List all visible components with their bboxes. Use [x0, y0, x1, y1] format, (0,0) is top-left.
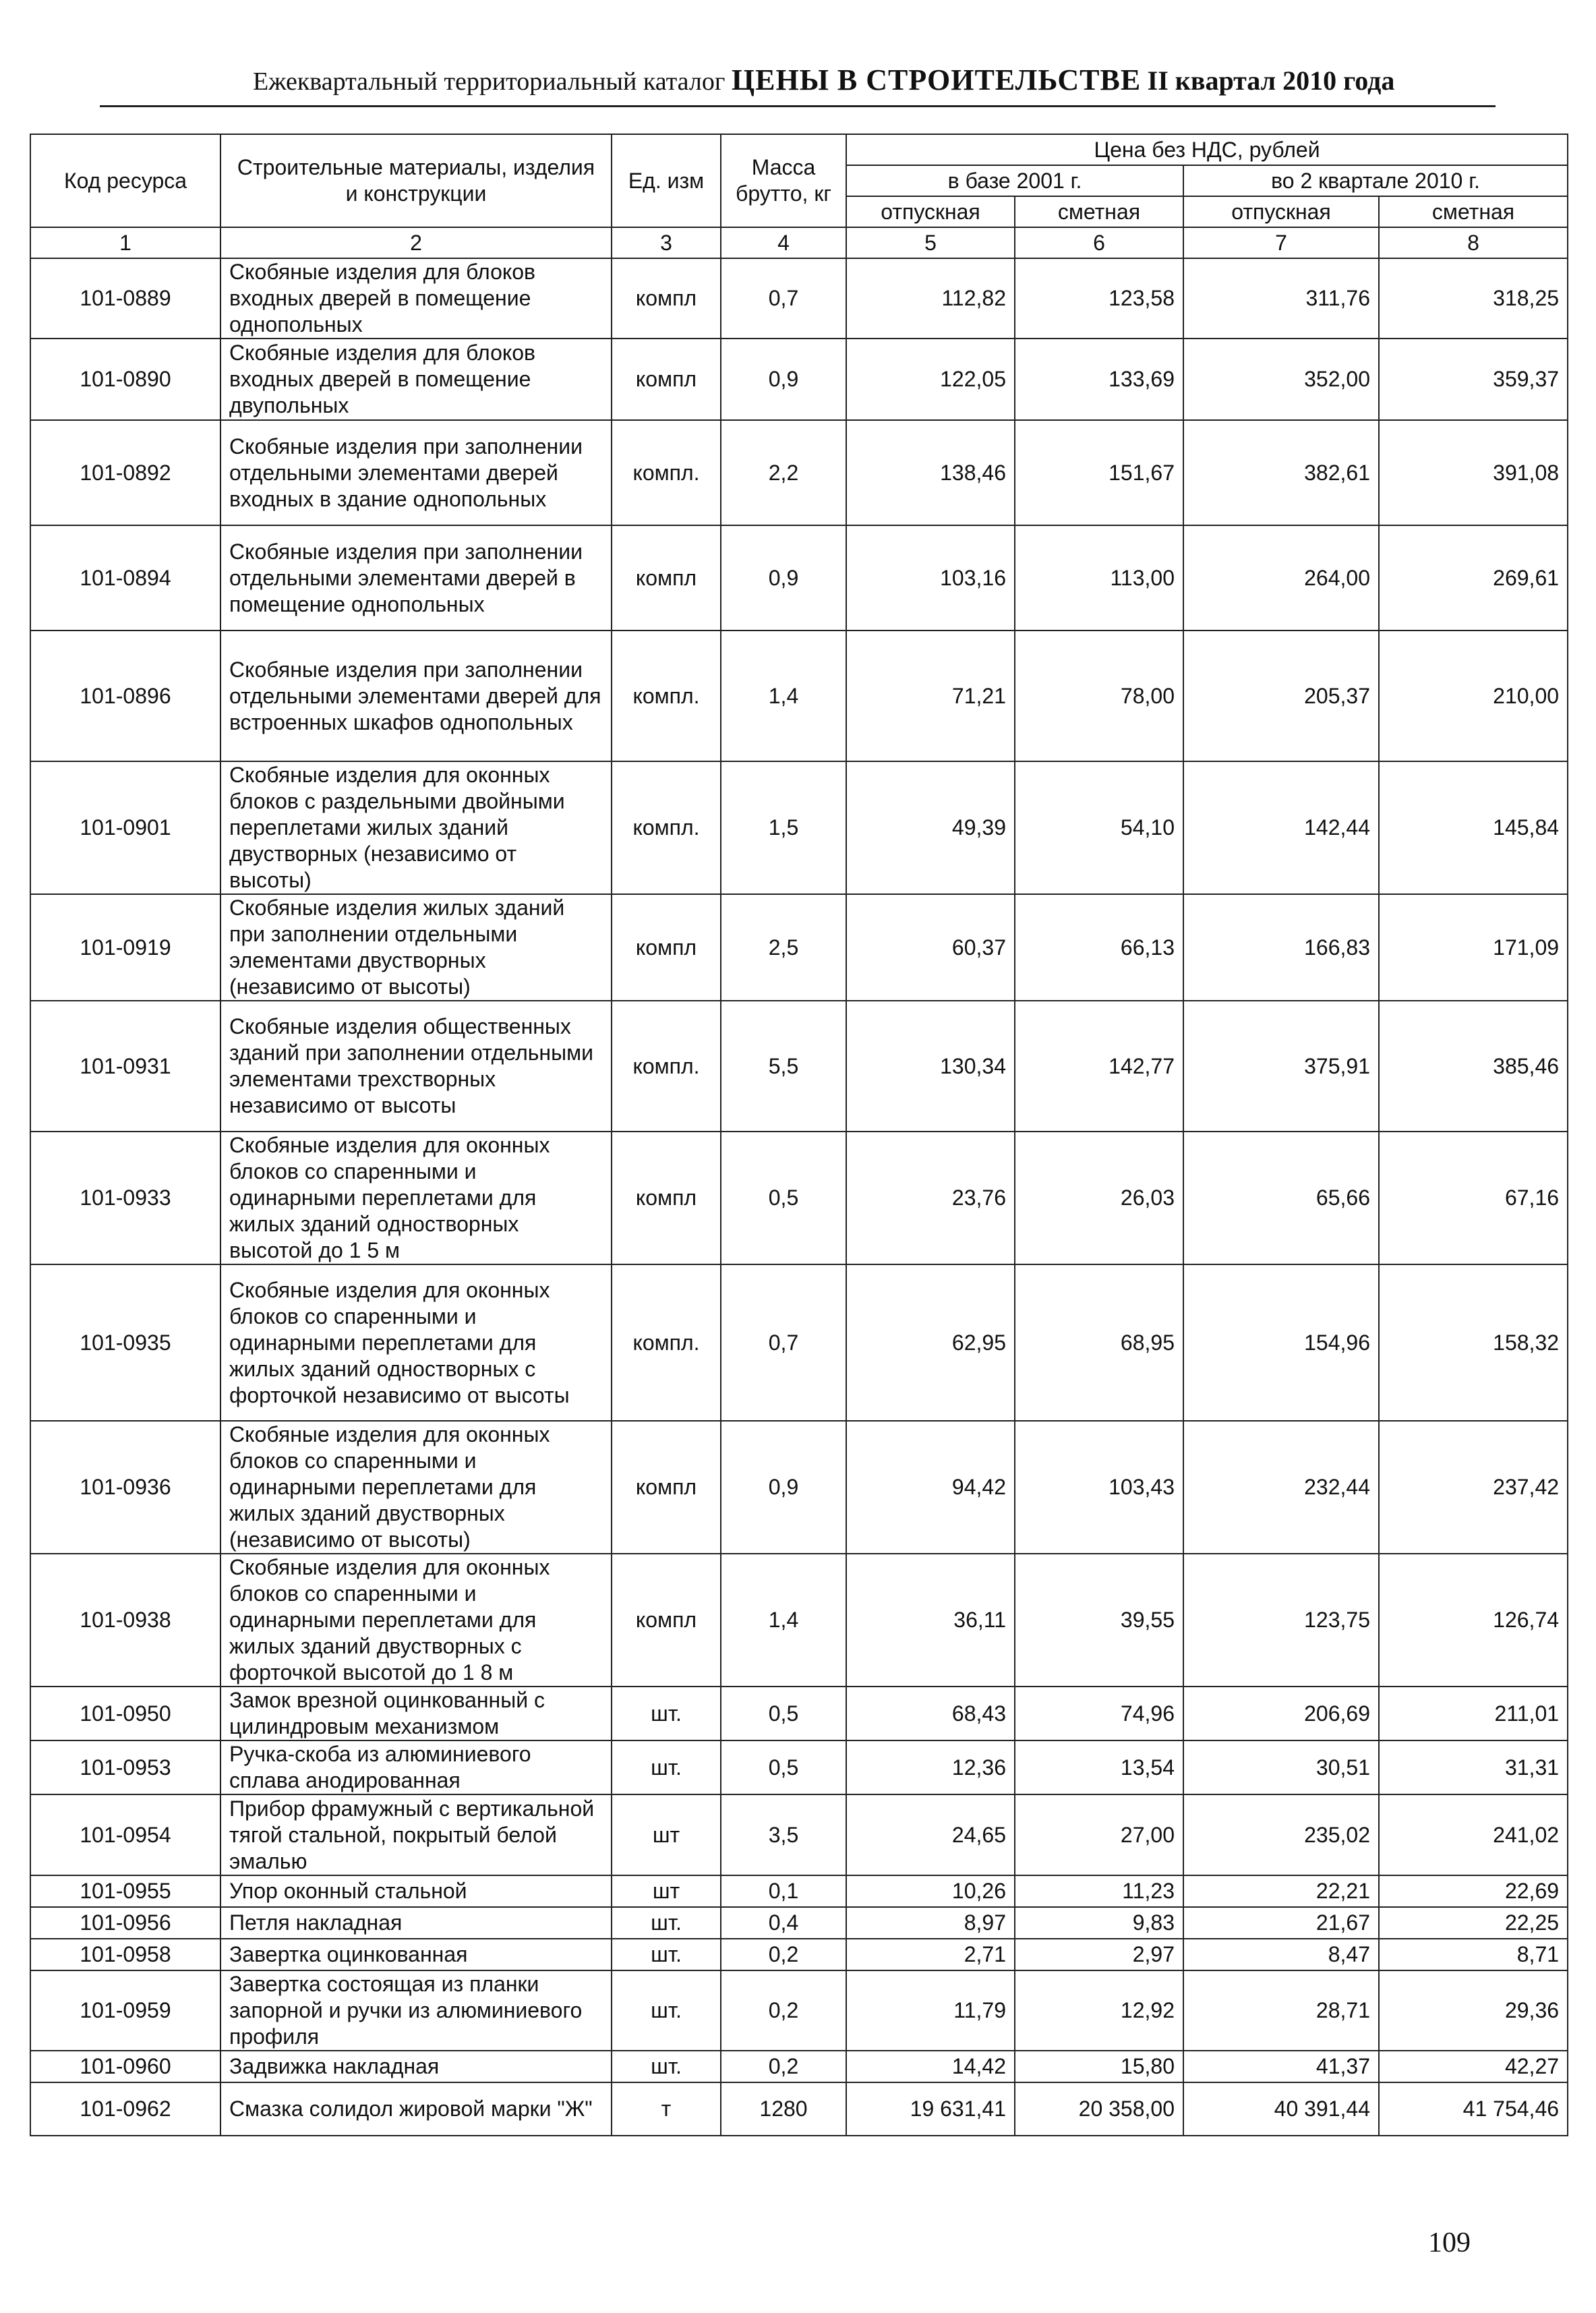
column-number: 4: [721, 227, 846, 258]
price-base-estimate: 142,77: [1015, 1001, 1183, 1132]
table-row: [30, 1001, 1568, 1132]
material-name: Скобяные изделия для блоков входных дверей в помещение однопольных: [220, 258, 612, 339]
price-base-release: 49,39: [846, 761, 1015, 894]
header-base-2001: в базе 2001 г.: [846, 165, 1183, 196]
table-row: [30, 2082, 1568, 2136]
price-q2-release: 235,02: [1183, 1794, 1379, 1875]
table-row: [30, 339, 1568, 420]
column-number-row: [30, 227, 1568, 258]
gross-mass: 1,5: [721, 761, 846, 894]
table-body: [30, 227, 1568, 2136]
price-base-estimate: 11,23: [1015, 1875, 1183, 1907]
price-q2-release: 40 391,44: [1183, 2082, 1379, 2136]
gross-mass: 0,2: [721, 1970, 846, 2051]
material-name: Прибор фрамужный с вертикальной тягой стальной, покрытый белой эмалью: [220, 1794, 612, 1875]
price-base-release: 12,36: [846, 1740, 1015, 1794]
gross-mass: 0,1: [721, 1875, 846, 1907]
price-q2-release: 30,51: [1183, 1740, 1379, 1794]
price-q2-release: 28,71: [1183, 1970, 1379, 2051]
price-q2-release: 142,44: [1183, 761, 1379, 894]
price-base-estimate: 123,58: [1015, 258, 1183, 339]
column-number: 1: [30, 227, 220, 258]
resource-code: 101-0959: [30, 1970, 220, 2051]
price-base-estimate: 9,83: [1015, 1907, 1183, 1939]
unit-of-measure: компл.: [612, 1001, 721, 1132]
table-row: [30, 1794, 1568, 1875]
price-base-estimate: 26,03: [1015, 1132, 1183, 1264]
resource-code: 101-0962: [30, 2082, 220, 2136]
header-base-release: отпускная: [846, 196, 1015, 227]
price-base-release: 36,11: [846, 1554, 1015, 1687]
unit-of-measure: компл: [612, 1554, 721, 1687]
header-code: Код ресурса: [30, 134, 220, 227]
table-row: [30, 258, 1568, 339]
resource-code: 101-0955: [30, 1875, 220, 1907]
price-base-estimate: 15,80: [1015, 2051, 1183, 2082]
column-number: 7: [1183, 227, 1379, 258]
table-row: [30, 631, 1568, 761]
unit-of-measure: компл: [612, 1421, 721, 1554]
price-q2-estimate: 22,25: [1379, 1907, 1568, 1939]
price-q2-estimate: 41 754,46: [1379, 2082, 1568, 2136]
price-base-release: 68,43: [846, 1687, 1015, 1740]
price-q2-estimate: 391,08: [1379, 420, 1568, 525]
price-q2-estimate: 210,00: [1379, 631, 1568, 761]
resource-code: 101-0950: [30, 1687, 220, 1740]
price-q2-estimate: 67,16: [1379, 1132, 1568, 1264]
price-q2-release: 232,44: [1183, 1421, 1379, 1554]
table-row: [30, 1939, 1568, 1970]
material-name: Скобяные изделия при заполнении отдельными элементами дверей в помещение однопольных: [220, 525, 612, 631]
gross-mass: 0,5: [721, 1740, 846, 1794]
resource-code: 101-0956: [30, 1907, 220, 1939]
price-base-release: 62,95: [846, 1264, 1015, 1421]
price-q2-release: 205,37: [1183, 631, 1379, 761]
price-q2-estimate: 241,02: [1379, 1794, 1568, 1875]
price-base-release: 71,21: [846, 631, 1015, 761]
gross-mass: 0,5: [721, 1132, 846, 1264]
table-header: [30, 134, 1568, 227]
price-q2-release: 352,00: [1183, 339, 1379, 420]
header-q-release: отпускная: [1183, 196, 1379, 227]
unit-of-measure: компл.: [612, 1264, 721, 1421]
price-base-release: 23,76: [846, 1132, 1015, 1264]
price-q2-release: 154,96: [1183, 1264, 1379, 1421]
material-name: Скобяные изделия для оконных блоков с раздельными двойными переплетами жилых зданий двустворных (независимо от высоты): [220, 761, 612, 894]
price-table: [30, 134, 1568, 2136]
material-name: Скобяные изделия для блоков входных дверей в помещение двупольных: [220, 339, 612, 420]
resource-code: 101-0892: [30, 420, 220, 525]
price-base-estimate: 151,67: [1015, 420, 1183, 525]
price-q2-release: 375,91: [1183, 1001, 1379, 1132]
price-base-estimate: 27,00: [1015, 1794, 1183, 1875]
gross-mass: 0,9: [721, 339, 846, 420]
gross-mass: 1,4: [721, 631, 846, 761]
price-q2-release: 22,21: [1183, 1875, 1379, 1907]
page-header: [253, 65, 1494, 97]
price-base-release: 24,65: [846, 1794, 1015, 1875]
price-q2-estimate: 318,25: [1379, 258, 1568, 339]
resource-code: 101-0954: [30, 1794, 220, 1875]
gross-mass: 0,2: [721, 1939, 846, 1970]
price-q2-estimate: 42,27: [1379, 2051, 1568, 2082]
header-q-estimate: сметная: [1379, 196, 1568, 227]
gross-mass: 0,4: [721, 1907, 846, 1939]
table-row: [30, 1875, 1568, 1907]
resource-code: 101-0919: [30, 894, 220, 1001]
resource-code: 101-0935: [30, 1264, 220, 1421]
material-name: Завертка состоящая из планки запорной и ручки из алюминиевого профиля: [220, 1970, 612, 2051]
resource-code: 101-0953: [30, 1740, 220, 1794]
resource-code: 101-0931: [30, 1001, 220, 1132]
header-name: Строительные материалы, изделия и конструкции: [220, 134, 612, 227]
material-name: Завертка оцинкованная: [220, 1939, 612, 1970]
price-q2-estimate: 269,61: [1379, 525, 1568, 631]
price-q2-estimate: 29,36: [1379, 1970, 1568, 2051]
catalog-prefix: Ежеквартальный территориальный каталог: [253, 67, 726, 96]
material-name: Скобяные изделия при заполнении отдельными элементами дверей входных в здание однопольных: [220, 420, 612, 525]
table-row: [30, 761, 1568, 894]
header-q2-2010: во 2 квартале 2010 г.: [1183, 165, 1568, 196]
gross-mass: 2,5: [721, 894, 846, 1001]
price-base-release: 122,05: [846, 339, 1015, 420]
price-base-estimate: 133,69: [1015, 339, 1183, 420]
price-base-estimate: 12,92: [1015, 1970, 1183, 2051]
resource-code: 101-0894: [30, 525, 220, 631]
gross-mass: 1280: [721, 2082, 846, 2136]
price-q2-estimate: 385,46: [1379, 1001, 1568, 1132]
column-number: 2: [220, 227, 612, 258]
price-q2-estimate: 158,32: [1379, 1264, 1568, 1421]
material-name: Скобяные изделия общественных зданий при заполнении отдельными элементами трехстворных независимо от высоты: [220, 1001, 612, 1132]
price-base-estimate: 54,10: [1015, 761, 1183, 894]
price-q2-estimate: 145,84: [1379, 761, 1568, 894]
price-base-estimate: 20 358,00: [1015, 2082, 1183, 2136]
gross-mass: 1,4: [721, 1554, 846, 1687]
header-price-group: Цена без НДС, рублей: [846, 134, 1568, 165]
header-base-estimate: сметная: [1015, 196, 1183, 227]
price-q2-release: 123,75: [1183, 1554, 1379, 1687]
price-base-release: 19 631,41: [846, 2082, 1015, 2136]
price-base-estimate: 2,97: [1015, 1939, 1183, 1970]
price-q2-estimate: 171,09: [1379, 894, 1568, 1001]
resource-code: 101-0933: [30, 1132, 220, 1264]
unit-of-measure: шт.: [612, 1907, 721, 1939]
unit-of-measure: компл: [612, 258, 721, 339]
price-base-release: 60,37: [846, 894, 1015, 1001]
price-base-release: 2,71: [846, 1939, 1015, 1970]
resource-code: 101-0958: [30, 1939, 220, 1970]
catalog-title: ЦЕНЫ В СТРОИТЕЛЬСТВЕ: [731, 63, 1142, 96]
unit-of-measure: компл.: [612, 420, 721, 525]
material-name: Скобяные изделия жилых зданий при заполнении отдельными элементами двустворных (независимо от высоты): [220, 894, 612, 1001]
price-q2-release: 41,37: [1183, 2051, 1379, 2082]
table-row: [30, 1264, 1568, 1421]
price-base-estimate: 113,00: [1015, 525, 1183, 631]
unit-of-measure: шт.: [612, 2051, 721, 2082]
gross-mass: 0,9: [721, 1421, 846, 1554]
table-row: [30, 1421, 1568, 1554]
gross-mass: 0,7: [721, 1264, 846, 1421]
material-name: Скобяные изделия для оконных блоков со спаренными и одинарными переплетами для жилых зданий двустворных (независимо от высоты): [220, 1421, 612, 1554]
resource-code: 101-0936: [30, 1421, 220, 1554]
table-row: [30, 1907, 1568, 1939]
table-row: [30, 1554, 1568, 1687]
unit-of-measure: компл: [612, 525, 721, 631]
price-q2-release: 264,00: [1183, 525, 1379, 631]
table-row: [30, 1132, 1568, 1264]
resource-code: 101-0890: [30, 339, 220, 420]
price-q2-release: 21,67: [1183, 1907, 1379, 1939]
gross-mass: 5,5: [721, 1001, 846, 1132]
unit-of-measure: компл: [612, 894, 721, 1001]
material-name: Петля накладная: [220, 1907, 612, 1939]
resource-code: 101-0889: [30, 258, 220, 339]
price-base-release: 103,16: [846, 525, 1015, 631]
unit-of-measure: шт.: [612, 1970, 721, 2051]
price-base-release: 14,42: [846, 2051, 1015, 2082]
price-base-release: 138,46: [846, 420, 1015, 525]
price-q2-estimate: 237,42: [1379, 1421, 1568, 1554]
table-row: [30, 1740, 1568, 1794]
price-base-release: 8,97: [846, 1907, 1015, 1939]
column-number: 5: [846, 227, 1015, 258]
table-row: [30, 525, 1568, 631]
price-q2-estimate: 8,71: [1379, 1939, 1568, 1970]
table-row: [30, 894, 1568, 1001]
material-name: Скобяные изделия при заполнении отдельными элементами дверей для встроенных шкафов однопольных: [220, 631, 612, 761]
header-mass: Масса брутто, кг: [721, 134, 846, 227]
unit-of-measure: компл: [612, 1132, 721, 1264]
price-base-release: 112,82: [846, 258, 1015, 339]
unit-of-measure: шт: [612, 1875, 721, 1907]
price-base-estimate: 74,96: [1015, 1687, 1183, 1740]
table-row: [30, 420, 1568, 525]
gross-mass: 0,2: [721, 2051, 846, 2082]
header-rule: [100, 105, 1496, 107]
material-name: Смазка солидол жировой марки "Ж": [220, 2082, 612, 2136]
material-name: Замок врезной оцинкованный с цилиндровым механизмом: [220, 1687, 612, 1740]
unit-of-measure: шт.: [612, 1687, 721, 1740]
column-number: 3: [612, 227, 721, 258]
material-name: Скобяные изделия для оконных блоков со спаренными и одинарными переплетами для жилых зданий одностворных с форточкой независимо от высоты: [220, 1264, 612, 1421]
price-base-release: 10,26: [846, 1875, 1015, 1907]
page-number: 109: [1428, 2227, 1471, 2258]
price-base-estimate: 13,54: [1015, 1740, 1183, 1794]
material-name: Скобяные изделия для оконных блоков со спаренными и одинарными переплетами для жилых зданий одностворных высотой до 1 5 м: [220, 1132, 612, 1264]
material-name: Задвижка накладная: [220, 2051, 612, 2082]
table-row: [30, 1687, 1568, 1740]
price-base-release: 94,42: [846, 1421, 1015, 1554]
column-number: 6: [1015, 227, 1183, 258]
resource-code: 101-0938: [30, 1554, 220, 1687]
price-q2-estimate: 22,69: [1379, 1875, 1568, 1907]
unit-of-measure: компл: [612, 339, 721, 420]
gross-mass: 0,9: [721, 525, 846, 631]
catalog-period: II квартал 2010 года: [1147, 65, 1395, 96]
material-name: Ручка-скоба из алюминиевого сплава анодированная: [220, 1740, 612, 1794]
gross-mass: 0,5: [721, 1687, 846, 1740]
price-base-estimate: 78,00: [1015, 631, 1183, 761]
material-name: Скобяные изделия для оконных блоков со спаренными и одинарными переплетами для жилых зданий двустворных с форточкой высотой до 1 8 м: [220, 1554, 612, 1687]
resource-code: 101-0896: [30, 631, 220, 761]
unit-of-measure: шт: [612, 1794, 721, 1875]
resource-code: 101-0901: [30, 761, 220, 894]
column-number: 8: [1379, 227, 1568, 258]
price-q2-estimate: 126,74: [1379, 1554, 1568, 1687]
resource-code: 101-0960: [30, 2051, 220, 2082]
gross-mass: 0,7: [721, 258, 846, 339]
table-row: [30, 1970, 1568, 2051]
price-q2-estimate: 359,37: [1379, 339, 1568, 420]
unit-of-measure: компл.: [612, 761, 721, 894]
table-row: [30, 2051, 1568, 2082]
price-base-estimate: 66,13: [1015, 894, 1183, 1001]
material-name: Упор оконный стальной: [220, 1875, 612, 1907]
price-q2-release: 166,83: [1183, 894, 1379, 1001]
unit-of-measure: шт.: [612, 1740, 721, 1794]
gross-mass: 2,2: [721, 420, 846, 525]
price-q2-release: 311,76: [1183, 258, 1379, 339]
price-base-release: 130,34: [846, 1001, 1015, 1132]
price-q2-release: 8,47: [1183, 1939, 1379, 1970]
price-base-estimate: 68,95: [1015, 1264, 1183, 1421]
unit-of-measure: шт.: [612, 1939, 721, 1970]
gross-mass: 3,5: [721, 1794, 846, 1875]
price-q2-release: 382,61: [1183, 420, 1379, 525]
price-base-estimate: 39,55: [1015, 1554, 1183, 1687]
price-base-release: 11,79: [846, 1970, 1015, 2051]
price-q2-release: 206,69: [1183, 1687, 1379, 1740]
price-q2-estimate: 31,31: [1379, 1740, 1568, 1794]
header-unit: Ед. изм: [612, 134, 721, 227]
price-q2-estimate: 211,01: [1379, 1687, 1568, 1740]
price-q2-release: 65,66: [1183, 1132, 1379, 1264]
unit-of-measure: компл.: [612, 631, 721, 761]
price-base-estimate: 103,43: [1015, 1421, 1183, 1554]
unit-of-measure: т: [612, 2082, 721, 2136]
